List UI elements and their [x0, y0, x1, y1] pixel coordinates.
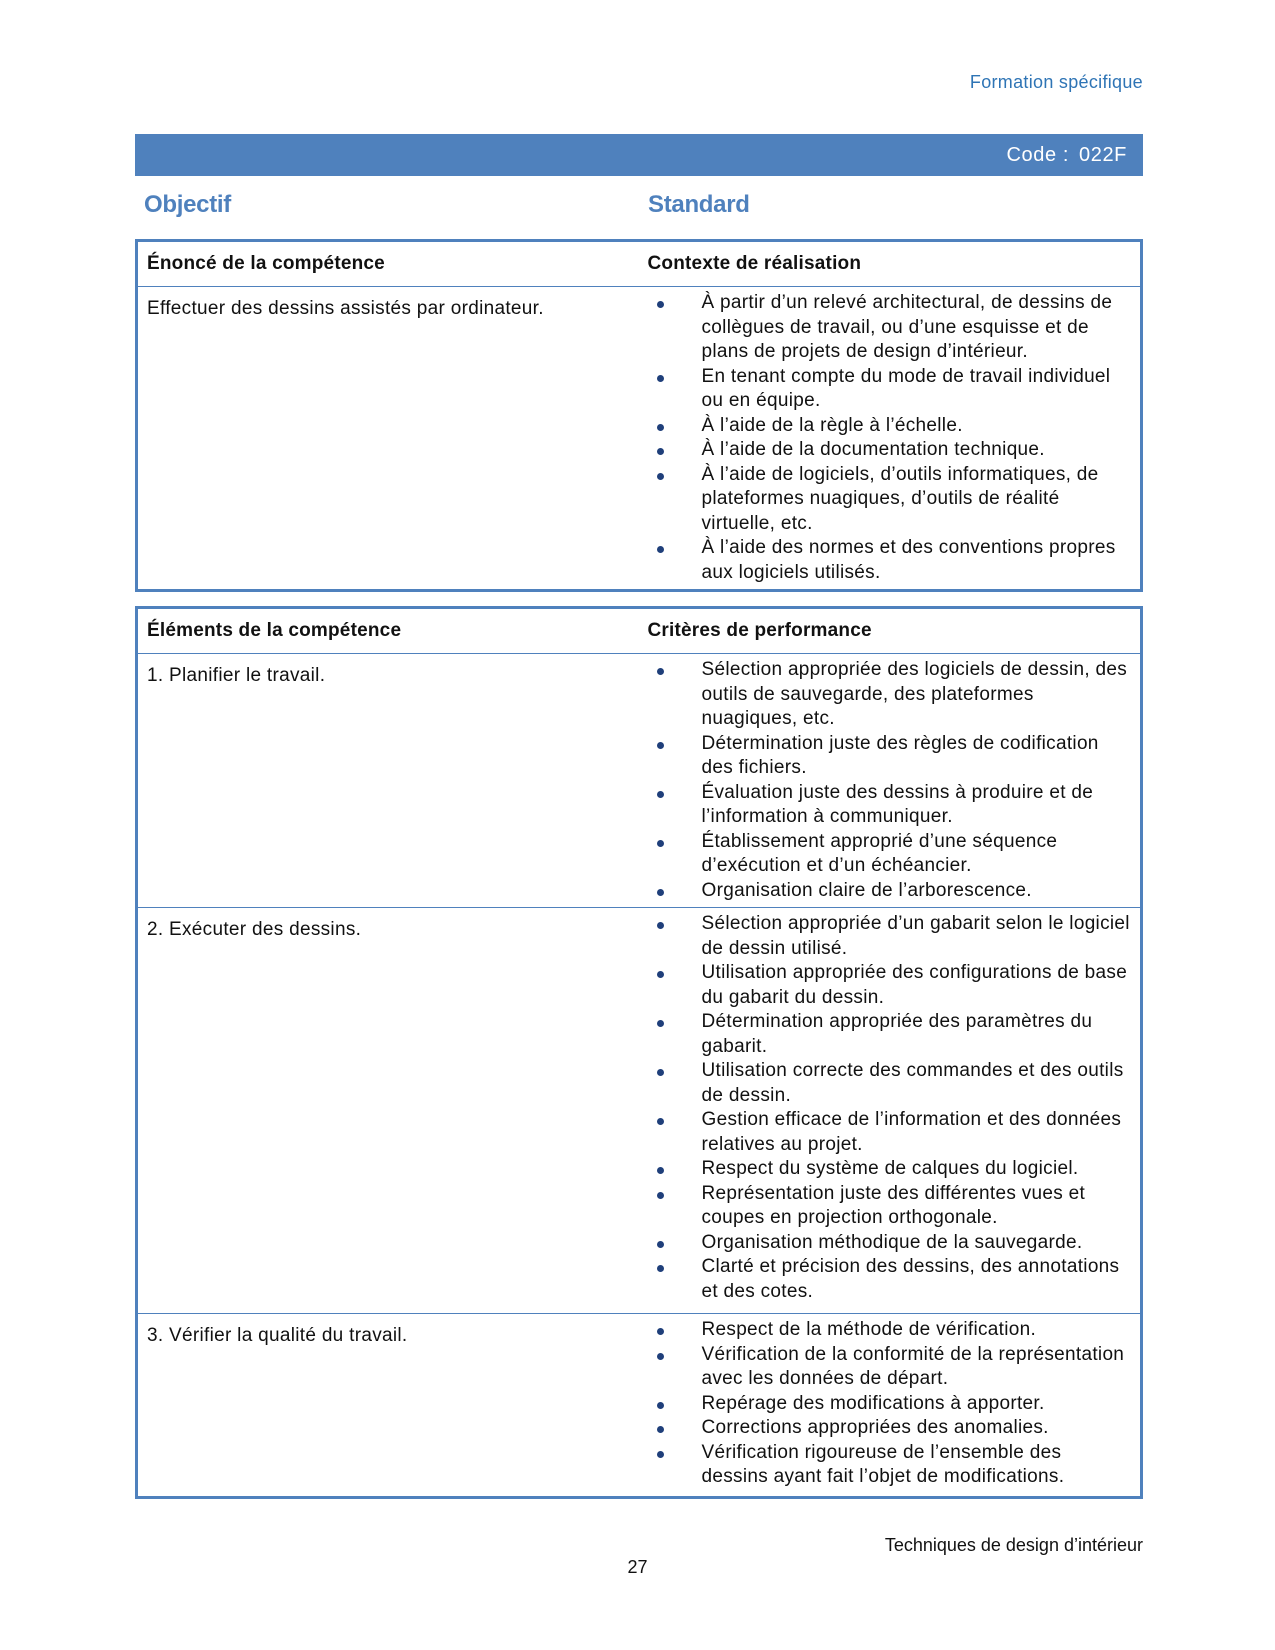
bullet-item: Sélection appropriée d’un gabarit selon le logiciel de dessin utilisé. [648, 912, 1133, 961]
bullet-item: Sélection appropriée des logiciels de dessin, des outils de sauvegarde, des plateformes nuagiques, etc. [648, 658, 1133, 732]
context-list [648, 287, 1141, 589]
bullet-item: À l’aide des normes et des conventions propres aux logiciels utilisés. [648, 536, 1133, 585]
bullet-item: Clarté et précision des dessins, des annotations et des cotes. [648, 1255, 1133, 1304]
bullet-item: Détermination juste des règles de codification des fichiers. [648, 732, 1133, 781]
bullet-item: À l’aide de la règle à l’échelle. [648, 414, 1133, 439]
bullet-item: Respect du système de calques du logiciel. [648, 1157, 1133, 1182]
standard-heading: Standard [648, 191, 750, 218]
footer-title: Techniques de design d’intérieur [884, 1535, 1143, 1555]
bullet-item: Corrections appropriées des anomalies. [648, 1416, 1133, 1441]
competence-table [135, 239, 1143, 592]
competence-element: 3. Vérifier la qualité du travail. [137, 1314, 640, 1498]
competence-element: 1. Planifier le travail. [137, 654, 640, 908]
bullet-item: Établissement approprié d’une séquence d’exécution et d’un échéancier. [648, 830, 1133, 879]
table-row [137, 908, 1142, 1314]
criteria-header: Critères de performance [640, 608, 1142, 654]
bullet-item: Repérage des modifications à apporter. [648, 1392, 1133, 1417]
bullet-item: Gestion efficace de l’information et des données relatives au projet. [648, 1108, 1133, 1157]
bullet-item: Représentation juste des différentes vues et coupes en projection orthogonale. [648, 1182, 1133, 1231]
code-value: 022F [1079, 143, 1127, 166]
page-number: 27 [627, 1557, 648, 1577]
code-label: Code : [1006, 143, 1069, 166]
table-row [137, 654, 1142, 908]
criteria-list [648, 1314, 1141, 1494]
bullet-item: Vérification de la conformité de la représentation avec les données de départ. [648, 1343, 1133, 1392]
bullet-item: Vérification rigoureuse de l’ensemble des dessins ayant fait l’objet de modifications. [648, 1441, 1133, 1490]
bullet-item: Respect de la méthode de vérification. [648, 1318, 1133, 1343]
bullet-item: À l’aide de logiciels, d’outils informatiques, de plateformes nuagiques, d’outils de réalité virtuelle, etc. [648, 463, 1133, 537]
performance-table [135, 606, 1143, 1499]
bullet-item: À partir d’un relevé architectural, de dessins de collègues de travail, ou d’une esquisse et de plans de projets de design d’intérieur. [648, 291, 1133, 365]
context-header: Contexte de réalisation [640, 241, 1142, 287]
criteria-list [648, 654, 1141, 907]
bullet-item: Utilisation appropriée des configurations de base du gabarit du dessin. [648, 961, 1133, 1010]
bullet-item: Évaluation juste des dessins à produire et de l’information à communiquer. [648, 781, 1133, 830]
table-row [137, 1314, 1142, 1498]
bullet-item: Organisation méthodique de la sauvegarde. [648, 1231, 1133, 1256]
bullet-item: À l’aide de la documentation technique. [648, 438, 1133, 463]
bullet-item: En tenant compte du mode de travail individuel ou en équipe. [648, 365, 1133, 414]
bullet-item: Organisation claire de l’arborescence. [648, 879, 1133, 904]
bullet-item: Utilisation correcte des commandes et des outils de dessin. [648, 1059, 1133, 1108]
criteria-list [648, 908, 1141, 1308]
statement-header: Énoncé de la compétence [137, 241, 640, 287]
competence-element: 2. Exécuter des dessins. [137, 908, 640, 1314]
objectif-heading: Objectif [144, 191, 231, 218]
section-label: Formation spécifique [969, 72, 1143, 92]
elements-header: Éléments de la compétence [137, 608, 640, 654]
bullet-item: Détermination appropriée des paramètres du gabarit. [648, 1010, 1133, 1059]
code-bar [135, 134, 1143, 176]
competence-statement: Effectuer des dessins assistés par ordinateur. [137, 287, 640, 591]
